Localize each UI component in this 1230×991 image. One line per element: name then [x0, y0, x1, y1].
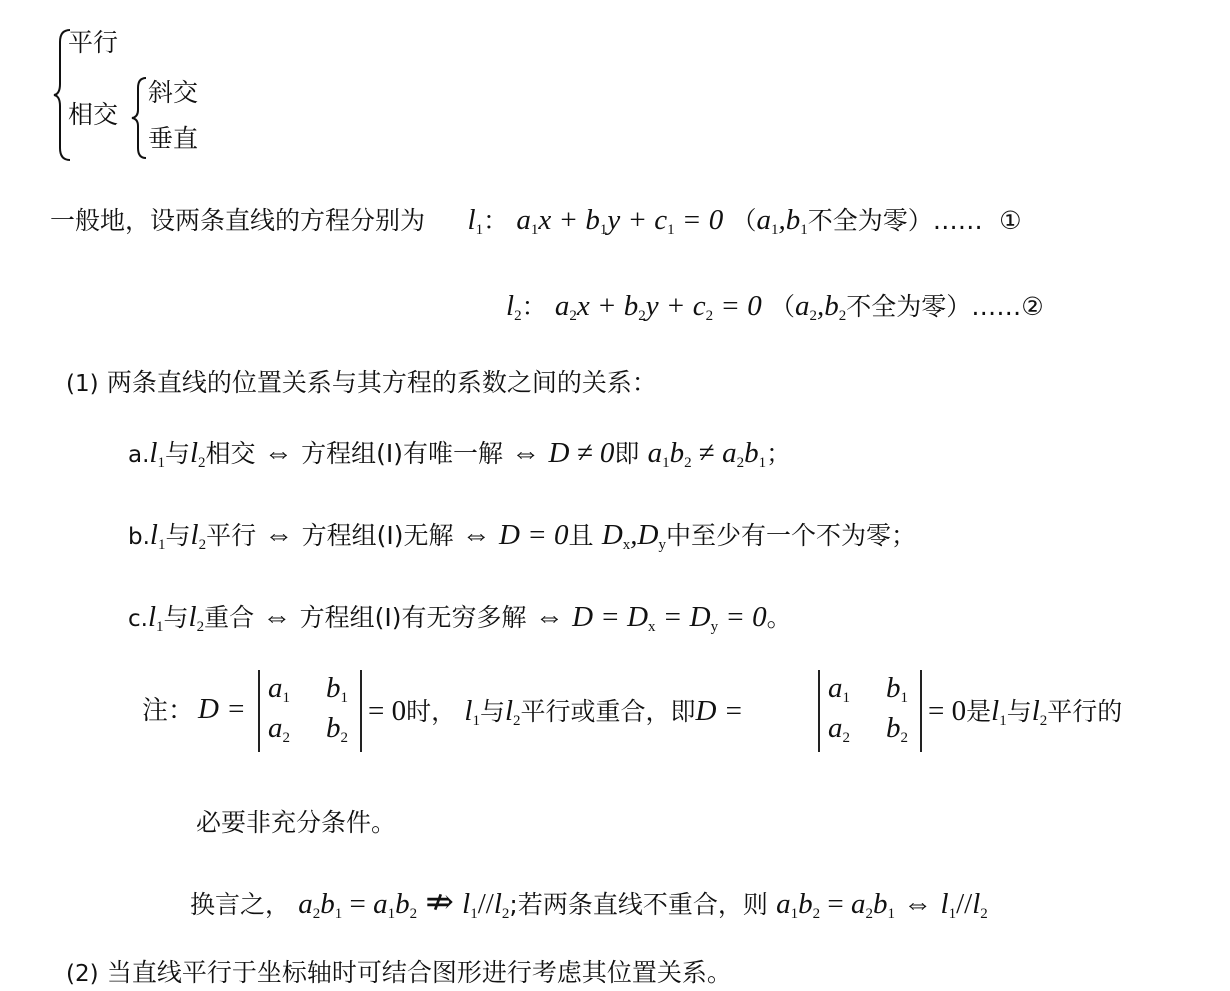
item-a: $a.l_1$与$l_2$相交 ⇔ 方程组(Ⅰ)有唯一解 ⇔ D ≠ 0即 $a_1b_2 \ne a_2b_1$； [128, 437, 792, 471]
l2-label: $l_2$ [506, 290, 522, 324]
condition-2: $a_2,b_2$ [794, 290, 847, 324]
tree-intersect: 相交 [68, 100, 119, 129]
intro-text: 一般地，设两条直线的方程分别为 [50, 206, 426, 235]
tree-oblique: 斜交 [148, 78, 199, 107]
intro-line-2: $l_2$： $a_2x + b_2y + c_2 = 0$ （$a_2,b_2$不全为零）……② [506, 290, 1044, 324]
tree-perpendicular: 垂直 [148, 124, 199, 153]
note-continuation: 必要非充分条件。 [196, 808, 397, 837]
equation-1: $a_1x + b_1y + c_1 = 0$ [516, 204, 724, 238]
section1-title-line [66, 366, 657, 401]
item-b: $b.l_1$与$l_2$平行 ⇔ 方程组(Ⅰ)无解 ⇔ D = 0且 $D_x,D_y$中至少有一个不为零； [128, 519, 916, 553]
section2-label: (2) [66, 961, 99, 987]
inother-line: 换言之， $a_2b_1 = a_1b_2$ ⇏ $l_1//l_2$;若两条直线不重合，则 $a_1b_2 = a_2b_1$ ⇔ $l_1//l_2$ [190, 884, 988, 922]
section2-text: 当直线平行于坐标轴时可结合图形进行考虑其位置关系。 [106, 958, 732, 987]
label-num-2: ② [1021, 292, 1044, 321]
label-num-1: ① [999, 206, 1022, 235]
determinant-1: $a_1$ $b_1$ $a_2$ $b_2$ [258, 670, 362, 752]
section2-line [66, 956, 732, 991]
condition-1: $a_1,b_1$ [756, 204, 808, 238]
item-c: $c.l_1$与$l_2$重合 ⇔ 方程组(Ⅰ)有无穷多解 ⇔ $D = D_x = D_y = 0$。 [128, 601, 792, 635]
note-text-2: = 0是$l_1$与$l_2$平行的 [928, 695, 1123, 729]
not-imply-arrow: ⇏ [425, 884, 454, 921]
section1-label: (1) [66, 371, 99, 397]
note-D-eq-1: D = [198, 693, 246, 725]
section1-title: 两条直线的位置关系与其方程的系数之间的关系： [106, 368, 657, 397]
l1-label: $l_1$ [467, 204, 484, 238]
determinant-2: $a_1$ $b_1$ $a_2$ $b_2$ [818, 670, 922, 752]
note-text-1: = 0时， $l_1$与$l_2$平行或重合，即D = [368, 695, 744, 729]
inner-brace [130, 76, 148, 160]
tree-parallel: 平行 [68, 28, 119, 57]
equation-2: $a_2x + b_2y + c_2 = 0$ [554, 290, 762, 324]
note-label: 注： [142, 696, 195, 726]
intro-line: 一般地，设两条直线的方程分别为 $l_1$： $a_1x + b_1y + c_1 = 0$ （$a_1,b_1$不全为零）…… ① [50, 204, 1022, 238]
